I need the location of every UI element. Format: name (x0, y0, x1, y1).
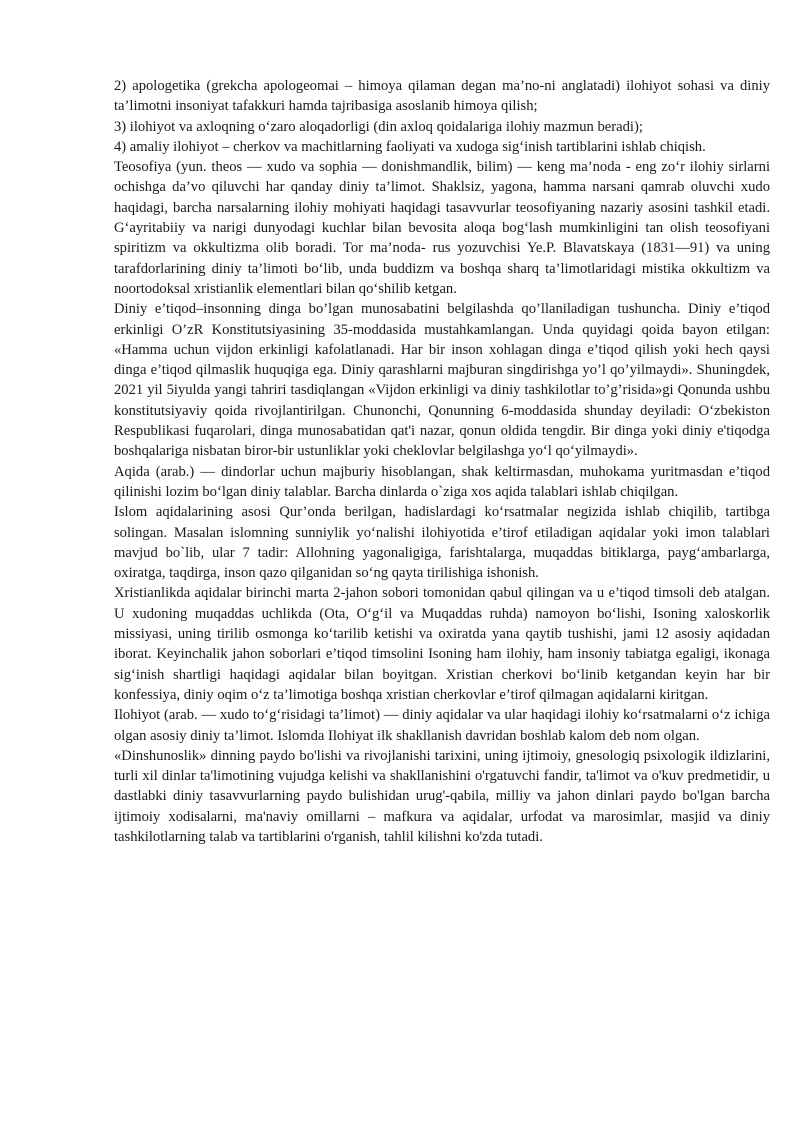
paragraph-apologetika: 2) apologetika (grekcha apologeomai – himoya qilaman degan ma’no-ni anglatadi) ilohiyot sohasi va diniy ta’limotni insoniyat tafakkuri hamda tajribasiga asoslanib himoya qilish; (114, 78, 770, 115)
paragraph-islom-aqidalari: Islom aqidalarining asosi Qur’onda berilgan, hadislardagi ko‘rsatmalar negizida ishlab chiqilib, tartibga solingan. Masalan islomning sunniylik yo‘nalishi ilohiyotida e’tirof etiladigan aqidalar yoki imon talablari mavjud bo`lib, ular 7 tadir: Allohning yagonaligiga, farishtalarga, muqaddas bitiklarga, payg‘ambarlarga, oxiratga, taqdirga, inson qazo qilganidan so‘ng qayta tirilishiga ishonish. (114, 504, 770, 582)
document-page (114, 76, 770, 847)
paragraph-ilohiyot: Ilohiyot (arab. — xudo to‘g‘risidagi ta’limot) — diniy aqidalar va ular haqidagi ilohiy ko‘rsatmalarni o‘z ichiga olgan asosiy diniy ta’limot. Islomda Ilohiyat ilk shakllanish davridan boshlab kalom deb nom olgan. (114, 707, 770, 744)
paragraph-dinshunoslik: «Dinshunoslik» dinning paydo bo'lishi va rivojlanishi tarixini, uning ijtimoiy, gnesologiq psixologik ildizlarini, turli xil dinlar ta'limotining vujudga kelishi va shakllanishini o'rgatuvchi fandir, ta'limot va o'kuv predmetidir, u dastlabki diniy tasavvurlarning paydo bulishidan urug'-qabila, milliy va jahon dinlari paydo bo'lgan barcha ijtimoiy xodisalarni, ma'naviy omillarni – mafkura va aqidalar, urfodat va marosimlar, masjid va diniy tashkilotlarning talab va tartiblarini o'rganish, tahlil kilishni ko'zda tutadi. (114, 747, 770, 845)
paragraph-aqida: Aqida (arab.) — dindorlar uchun majburiy hisoblangan, shak keltirmasdan, muhokama yuritmasdan e’tiqod qilinishi lozim bo‘lgan diniy talablar. Barcha dinlarda o`ziga xos aqida talablari ishlab chiqilgan. (114, 463, 770, 500)
paragraph-amaliy-ilohiyot: 4) amaliy ilohiyot – cherkov va machitlarning faoliyati va xudoga sig‘inish tartiblarini ishlab chiqish. (114, 138, 706, 155)
paragraph-xristianlik-aqidalari: Xristianlikda aqidalar birinchi marta 2-jahon sobori tomonidan qabul qilingan va u e’tiqod timsoli deb atalgan. U xudoning muqaddas uchlikda (Ota, O‘g‘il va Muqaddas ruhda) namoyon bo‘lishi, Isoning xaloskorlik missiyasi, uning tirilib osmonga ko‘tarilib ketishi va oxiratda yana qaytib tushishi, jami 12 asosiy aqidadan iborat. Keyinchalik jahon soborlari e’tiqod timsolini Isoning ham ilohiy, ham insoniy tabiatga egaligi, ikonaga sig‘inish shartligi haqidagi aqidalar bilan boyitgan. Xristian cherkovi bo‘linib ketgandan keyin har bir konfessiya, diniy oqim o‘z ta’limotiga boshqa xristian cherkovlar e’tirof qilmagan aqidalarni kiritgan. (114, 585, 770, 703)
paragraph-teosofiya: Teosofiya (yun. theos — xudo va sophia — donishmandlik, bilim) — keng ma’noda - eng zo‘r ilohiy sirlarni ochishga da’vo qiluvchi har qanday diniy ta’limot. Shaklsiz, yagona, hamma narsani qamrab oluvchi xudo haqidagi, barcha narsalarning ilohiy mohiyati haqidagi tasavvurlar teosofiyaning nazariy asosini tashkil etadi. G‘ayritabiiy va narigi dunyodagi kuchlar bilan bevosita aloqa bog‘lash mumkinligini tan olish teosofiyani spiritizm va okkultizma olib boradi. Tor ma’noda- rus yozuvchisi Ye.P. Blavatskaya (1831—91) va uning tarafdorlarining diniy ta’limoti bo‘lib, unda buddizm va boshqa sharq ta’limotlaridagi mistika okkultizm va noortodoksal xristianlik elementlari bilan qo‘shilib ketgan. (114, 159, 770, 297)
paragraph-diniy-etiqod: Diniy e’tiqod–insonning dinga bo’lgan munosabatini belgilashda qo’llaniladigan tushuncha. Diniy e’tiqod erkinligi O’zR Konstitutsiyasining 35-moddasida mustahkamlangan. Unda quyidagi qoida bayon etilgan: «Hamma uchun vijdon erkinligi kafolatlanadi. Har bir inson xohlagan dinga e’tiqod qilish yoki hech qaysi dinga e’tiqod qilmaslik huquqiga ega. Diniy qarashlarni majburan singdirishga yo’l qo’yilmaydi». Shuningdek, 2021 yil 5iyulda yangi tahriri tasdiqlangan «Vijdon erkinligi va diniy tashkilotlar to’g’risida»gi Qonunda ushbu konstitutsiyaviy qoida rivojlantirilgan. Chunonchi, Qonunning 6-moddasida shunday deyiladi: O‘zbekiston Respublikasi fuqarolari, dinga munosabatidan qat'i nazar, qonun oldida tengdir. Bir dinga yoki diniy e'tiqodga boshqalariga nisbatan biror-bir ustunliklar yoki cheklovlar belgilashga yo‘l qo‘yilmaydi». (114, 301, 770, 460)
paragraph-ilohiyot-axloq: 3) ilohiyot va axloqning o‘zaro aloqadorligi (din axloq qoidalariga ilohiy mazmun beradi); (114, 118, 643, 135)
